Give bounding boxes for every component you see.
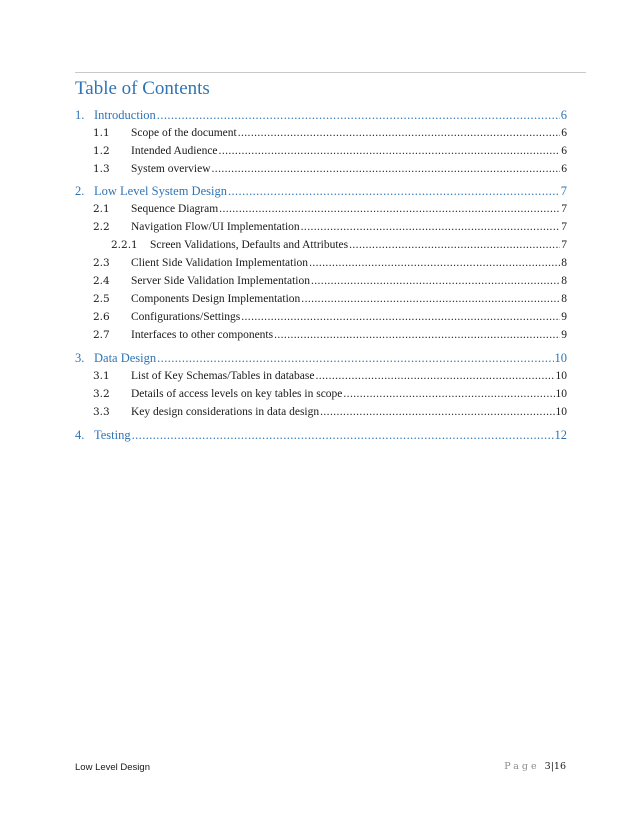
toc-entry-number: 3.2	[93, 388, 110, 400]
toc-entry-3-1[interactable]	[93, 369, 567, 384]
toc-entry-2-4[interactable]	[93, 274, 567, 289]
toc-entry-2-1[interactable]	[93, 202, 567, 217]
toc-entry-2-5[interactable]	[93, 292, 567, 307]
toc-entry-number: 2.7	[93, 329, 110, 341]
toc-entry-number: 3.1	[93, 370, 110, 382]
toc-entry-page: 10	[555, 406, 567, 418]
toc-title: Table of Contents	[75, 78, 210, 99]
toc-entry-page: 8	[561, 293, 567, 305]
toc-entry-text: Sequence Diagram	[131, 203, 219, 215]
dot-leader	[343, 387, 554, 402]
toc-entry-text: Details of access levels on key tables in scope	[131, 388, 343, 400]
toc-entry-page: 7	[561, 203, 567, 215]
toc-entry-text: Configurations/Settings	[131, 311, 241, 323]
dot-leader	[212, 162, 561, 177]
toc-entry-page: 10	[555, 388, 567, 400]
toc-entry-text: Components Design Implementation	[131, 293, 301, 305]
toc-entry-3[interactable]	[75, 350, 567, 366]
toc-entry-number: 2.1	[93, 203, 110, 215]
dot-leader	[228, 183, 560, 199]
toc-entry-page: 12	[554, 428, 567, 442]
toc-entry-2-7[interactable]	[93, 328, 567, 343]
toc-entry-3-3[interactable]	[93, 405, 567, 420]
toc-entry-page: 6	[561, 127, 567, 139]
dot-leader	[241, 310, 560, 325]
toc-entry-number: 1.2	[93, 145, 110, 157]
toc-entry-2-2-1[interactable]	[111, 238, 567, 253]
toc-entry-page: 7	[561, 239, 567, 251]
toc-entry-text: Scope of the document	[131, 127, 237, 139]
dot-leader	[311, 274, 560, 289]
toc-entry-text: Testing	[94, 428, 131, 442]
dot-leader	[157, 107, 560, 123]
dot-leader	[320, 405, 554, 420]
toc-entry-number: 2.5	[93, 293, 110, 305]
toc-entry-number: 1.3	[93, 163, 110, 175]
toc-entry-text: Introduction	[94, 108, 156, 122]
toc-entry-page: 10	[554, 351, 567, 365]
dot-leader	[157, 350, 553, 366]
toc-entry-2-6[interactable]	[93, 310, 567, 325]
toc-entry-page: 7	[561, 221, 567, 233]
dot-leader	[274, 328, 560, 343]
toc-entry-number: 2.2	[93, 221, 110, 233]
dot-leader	[315, 369, 554, 384]
toc-entry-page: 9	[561, 329, 567, 341]
toc-entry-page: 9	[561, 311, 567, 323]
toc-entry-text: Interfaces to other components	[131, 329, 274, 341]
toc-entry-2-3[interactable]	[93, 256, 567, 271]
toc-entry-number: 4.	[75, 428, 85, 442]
toc-entry-text: Data Design	[94, 351, 157, 365]
toc-entry-text: Intended Audience	[131, 145, 218, 157]
toc-entry-1[interactable]	[75, 107, 567, 123]
toc-entry-number: 2.4	[93, 275, 110, 287]
toc-entry-text: Navigation Flow/UI Implementation	[131, 221, 300, 233]
toc-entry-1-1[interactable]	[93, 126, 567, 141]
toc-entry-number: 3.	[75, 351, 85, 365]
footer-current-page: 3	[544, 761, 551, 772]
toc-entry-2-2[interactable]	[93, 220, 567, 235]
toc-entry-number: 2.2.1	[111, 239, 138, 251]
toc-entry-page: 8	[561, 275, 567, 287]
dot-leader	[219, 144, 561, 159]
dot-leader	[349, 238, 560, 253]
dot-leader	[301, 220, 561, 235]
toc-entry-1-2[interactable]	[93, 144, 567, 159]
toc-entry-text: Server Side Validation Implementation	[131, 275, 310, 287]
toc-entry-1-3[interactable]	[93, 162, 567, 177]
toc-entry-text: List of Key Schemas/Tables in database	[131, 370, 315, 382]
dot-leader	[309, 256, 560, 271]
toc-entry-text: Key design considerations in data design	[131, 406, 320, 418]
toc-entry-number: 1.	[75, 108, 85, 122]
toc-entry-number: 2.6	[93, 311, 110, 323]
toc-entry-text: Screen Validations, Defaults and Attributes	[150, 239, 349, 251]
dot-leader	[301, 292, 560, 307]
toc-entry-page: 6	[561, 145, 567, 157]
footer-page-word: Page	[504, 761, 540, 772]
toc-entry-page: 6	[560, 108, 567, 122]
toc-entry-page: 7	[560, 184, 567, 198]
toc-entry-text: Low Level System Design	[94, 184, 227, 198]
toc-entry-number: 3.3	[93, 406, 110, 418]
toc-entry-2[interactable]	[75, 183, 567, 199]
toc-entry-number: 2.3	[93, 257, 110, 269]
toc-entry-text: System overview	[131, 163, 211, 175]
dot-leader	[238, 126, 561, 141]
toc-entry-page: 8	[561, 257, 567, 269]
footer-total-pages: 16	[553, 761, 566, 772]
toc-entry-page: 10	[555, 370, 567, 382]
toc-entry-number: 1.1	[93, 127, 110, 139]
toc-entry-4[interactable]	[75, 427, 567, 443]
footer-document-name: Low Level Design	[75, 762, 150, 773]
footer-separator: |	[550, 761, 554, 772]
dot-leader	[219, 202, 560, 217]
toc-entry-text: Client Side Validation Implementation	[131, 257, 309, 269]
toc-entry-number: 2.	[75, 184, 85, 198]
dot-leader	[132, 427, 554, 443]
toc-entry-3-2[interactable]	[93, 387, 567, 402]
footer-page-number	[504, 761, 566, 772]
toc-entry-page: 6	[561, 163, 567, 175]
